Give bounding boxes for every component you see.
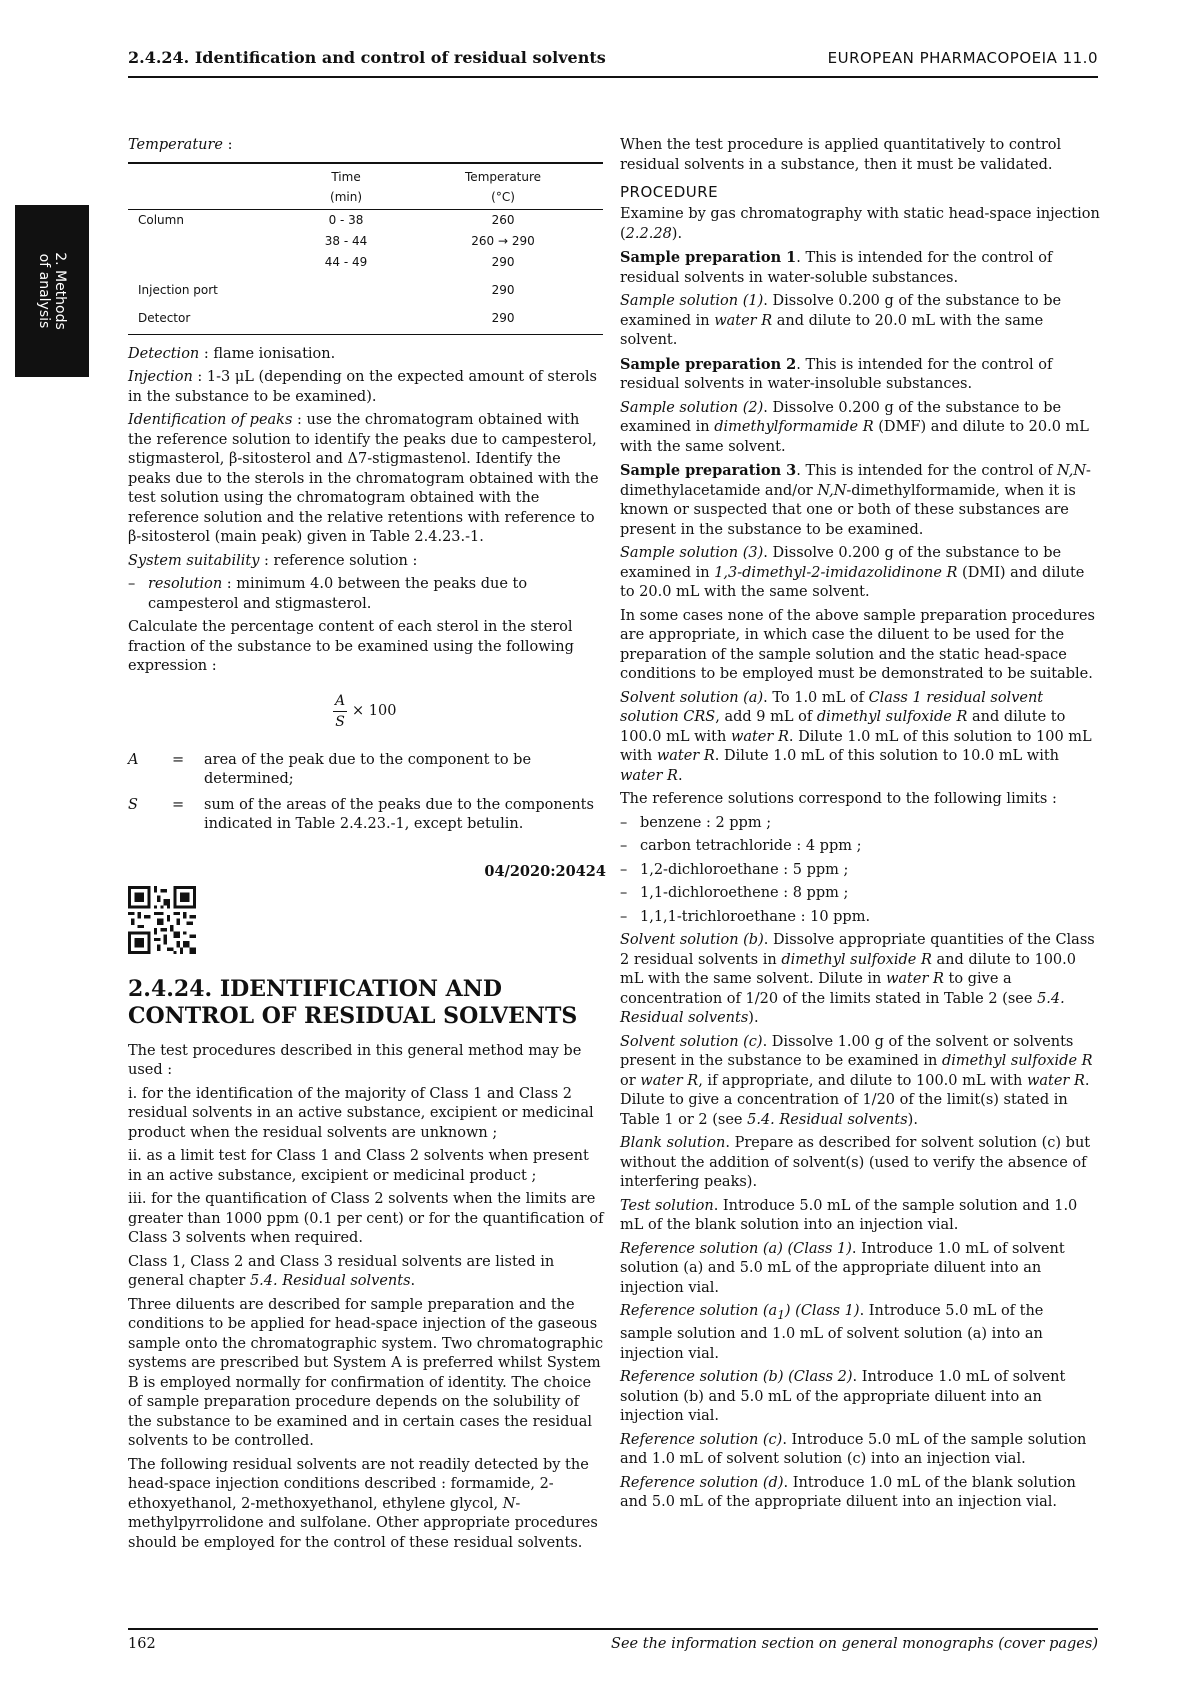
- list-item: – 1,1,1-trichloroethane : 10 ppm.: [620, 908, 1100, 928]
- footer-note: See the information section on general monographs (cover pages): [611, 1636, 1098, 1652]
- reference-solution-d: Reference solution (d). Introduce 1.0 mL of the blank solution and 5.0 mL of the appropriate diluent into an injection vial.: [620, 1474, 1076, 1511]
- use-item-ii: ii. as a limit test for Class 1 and Class 2 solvents when present in an active substance, excipient or medicinal product ;: [128, 1148, 589, 1184]
- list-item: – 1,1-dichloroethene : 8 ppm ;: [620, 884, 1100, 904]
- sample-solution-1: Sample solution (1). Dissolve 0.200 g of the substance to be examined in water R and dilute to 20.0 mL with the same solvent.: [620, 293, 1062, 348]
- blank-solution: Blank solution. Prepare as described for solvent solution (c) but without the addition of solvent(s) (used to verify the absence of interfering peaks).: [620, 1135, 1091, 1190]
- table-row: 44 - 49 290: [324, 255, 515, 269]
- list-item: – resolution : minimum 4.0 between the peaks due to campesterol and stigmasterol.: [128, 575, 606, 614]
- test-solution: Test solution. Introduce 5.0 mL of the sample solution and 1.0 mL of the blank solution into an injection vial.: [620, 1197, 1078, 1233]
- definition-A: A = area of the peak due to the component to be determined;: [128, 751, 532, 787]
- injection-paragraph: Injection : 1-3 μL (depending on the expected amount of sterols in the substance to be examined).: [128, 369, 597, 405]
- detection-paragraph: Detection : flame ionisation.: [128, 345, 336, 362]
- footer-rule: [128, 1628, 1098, 1630]
- formula-multiplier: × 100: [352, 702, 397, 719]
- definition-S: S = sum of the areas of the peaks due to the components indicated in Table 2.4.23.-1, except betulin.: [128, 796, 594, 832]
- list-item: – benzene : 2 ppm ;: [620, 814, 1100, 834]
- intro-paragraph: The test procedures described in this general method may be used :: [128, 1042, 582, 1078]
- use-item-iii: iii. for the quantification of Class 2 solvents when the limits are greater than 1000 ppm (0.1 per cent) or for the quantification of Class 3 solvents when required.: [128, 1191, 604, 1246]
- suitability-list: [128, 575, 606, 614]
- solvent-solution-a: Solvent solution (a). To 1.0 mL of Class 1 residual solvent solution CRS, add 9 mL of dimethyl sulfoxide R and dilute to 100.0 mL with water R. Dilute 1.0 mL of this solution to 100 mL with water R. Dilute 1.0 mL of this solution to 10.0 mL with water R.: [620, 689, 1092, 784]
- section-title: 2.4.24. IDENTIFICATION AND CONTROL OF RESIDUAL SOLVENTS: [128, 975, 578, 1029]
- col-header-temperature: Temperature: [403, 163, 603, 187]
- right-column: [620, 136, 1100, 1517]
- reference-solution-b: Reference solution (b) (Class 2). Introduce 1.0 mL of solvent solution (b) and 5.0 mL of the appropriate diluent into an injection vial.: [620, 1369, 1066, 1425]
- limits-list: [620, 814, 1100, 928]
- table-header-row: [128, 163, 603, 187]
- calculation-paragraph: Calculate the percentage content of each sterol in the sterol fraction of the substance to be examined using the following expression :: [128, 619, 574, 674]
- reference-solution-c: Reference solution (c). Introduce 5.0 mL of the sample solution and 1.0 mL of solvent solution (c) into an injection vial.: [620, 1431, 1087, 1468]
- not-detected-paragraph: The following residual solvents are not readily detected by the head-space injection conditions described : formamide, 2-ethoxyethanol, 2-methoxyethanol, ethylene glycol, N-methylpyrrolidone and sulfolane. Other appropriate procedures should be employed for the control of these residual solvents.: [128, 1456, 598, 1551]
- thumb-tab-label: 2. Methods of analysis: [36, 252, 68, 330]
- header-rule: [128, 76, 1098, 78]
- diluents-paragraph: Three diluents are described for sample preparation and the conditions to be applied for head-space injection of the gaseous sample onto the chromatographic system. Two chromatographic systems are prescribed but System A is preferred whilst System B is employed normally for confirmation of identity. The choice of sample preparation procedure depends on the solubility of the substance to be examined and in certain cases the residual solvents to be controlled.: [128, 1296, 604, 1449]
- header-publication: EUROPEAN PHARMACOPOEIA 11.0: [827, 49, 1098, 67]
- sample-preparation-1: Sample preparation 1. This is intended for the control of residual solvents in water-soluble substances.: [620, 249, 1053, 286]
- percentage-formula: [128, 687, 606, 743]
- col-header-time: Time: [289, 163, 403, 187]
- use-item-i: i. for the identification of the majority of Class 1 and Class 2 residual solvents in an active substance, excipient or medicinal product when the residual solvents are unknown ;: [128, 1085, 594, 1141]
- examine-paragraph: Examine by gas chromatography with static head-space injection (2.2.28).: [620, 206, 1100, 242]
- identification-of-peaks-paragraph: Identification of peaks : use the chromatogram obtained with the reference solution to identify the peaks due to campesterol, stigmasterol, β-sitosterol and Δ7-stigmastenol. Identify the peaks due to the sterols in the chromatogram obtained with the test solution using the chromatogram obtained with the reference solution and the relative retentions with reference to β-sitosterol (main peak) given in Table 2.4.23.-1.: [128, 412, 599, 545]
- list-item: – 1,2-dichloroethane : 5 ppm ;: [620, 861, 1100, 881]
- solvent-solution-b: Solvent solution (b). Dissolve appropriate quantities of the Class 2 residual solvents in dimethyl sulfoxide R and dilute to 100.0 mL with the same solvent. Dilute in water R to give a concentration of 1/20 of the limits stated in Table 2 (see 5.4. Residual solvents).: [620, 932, 1095, 1026]
- left-column: [128, 136, 606, 1557]
- page-number: 162: [128, 1636, 156, 1652]
- section-thumb-tab: [15, 205, 89, 377]
- formula-fraction: $\frac{A}{S}$: [334, 692, 346, 730]
- table-row: Column 0 - 38 260: [138, 213, 515, 227]
- reference-solution-a1: Reference solution $(a_1)$ (Class 1). Introduce 5.0 mL of the sample solution and 1.0 mL of solvent solution (a) into an injection vial.: [620, 1303, 1044, 1362]
- sample-solution-3: Sample solution (3). Dissolve 0.200 g of the substance to be examined in 1,3-dimethyl-2-imidazolidinone R (DMI) and dilute to 20.0 mL with the same solvent.: [620, 545, 1085, 600]
- running-header: [128, 48, 1098, 76]
- classes-paragraph: Class 1, Class 2 and Class 3 residual solvents are listed in general chapter 5.4. Residual solvents.: [128, 1253, 555, 1289]
- sample-solution-2: Sample solution (2). Dissolve 0.200 g of the substance to be examined in dimethylformamide R (DMF) and dilute to 20.0 mL with the same solvent.: [620, 399, 1089, 455]
- table-row: Detector 290: [128, 301, 603, 335]
- limits-intro: The reference solutions correspond to the following limits :: [620, 791, 1057, 807]
- header-chapter-title: 2.4.24. Identification and control of residual solvents: [128, 48, 606, 67]
- sample-preparation-3: Sample preparation 3. This is intended for the control of N,N-dimethylacetamide and/or N,N-dimethylformamide, when it is known or suspected that one or both of these substances are present in the substance to be examined.: [620, 462, 1091, 538]
- solvent-solution-c: Solvent solution (c). Dissolve 1.00 g of the solvent or solvents present in the substance to be examined in dimethyl sulfoxide R or water R, if appropriate, and dilute to 100.0 mL with water R. Dilute to give a concentration of 1/20 of the limit(s) stated in Table 1 or 2 (see 5.4. Residual solvents).: [620, 1033, 1093, 1128]
- system-suitability-paragraph: System suitability : reference solution :: [128, 552, 418, 569]
- table-header-units-row: (min) (°C): [128, 187, 603, 210]
- qr-code-icon[interactable]: [128, 886, 196, 954]
- monograph-id: 04/2020:20424: [484, 862, 606, 880]
- validation-paragraph: When the test procedure is applied quantitatively to control residual solvents in a substance, then it must be validated.: [620, 137, 1062, 173]
- sample-preparation-2: Sample preparation 2. This is intended for the control of residual solvents in water-insoluble substances.: [620, 355, 1053, 392]
- none-appropriate-paragraph: In some cases none of the above sample preparation procedures are appropriate, in which case the diluent to be used for the preparation of the sample solution and the static head-space conditions to be employed must be demonstrated to be suitable.: [620, 607, 1095, 682]
- list-item: – carbon tetrachloride : 4 ppm ;: [620, 837, 1100, 857]
- table-row: Injection port 290: [138, 283, 515, 297]
- temperature-table: [128, 162, 603, 335]
- reference-solution-a: Reference solution (a) (Class 1). Introduce 1.0 mL of solvent solution (a) and 5.0 mL of the appropriate diluent into an injection vial.: [620, 1240, 1065, 1296]
- table-row: 38 - 44 260 → 290: [324, 234, 535, 248]
- temperature-label: Temperature :: [128, 137, 233, 153]
- procedure-heading: PROCEDURE: [620, 183, 719, 201]
